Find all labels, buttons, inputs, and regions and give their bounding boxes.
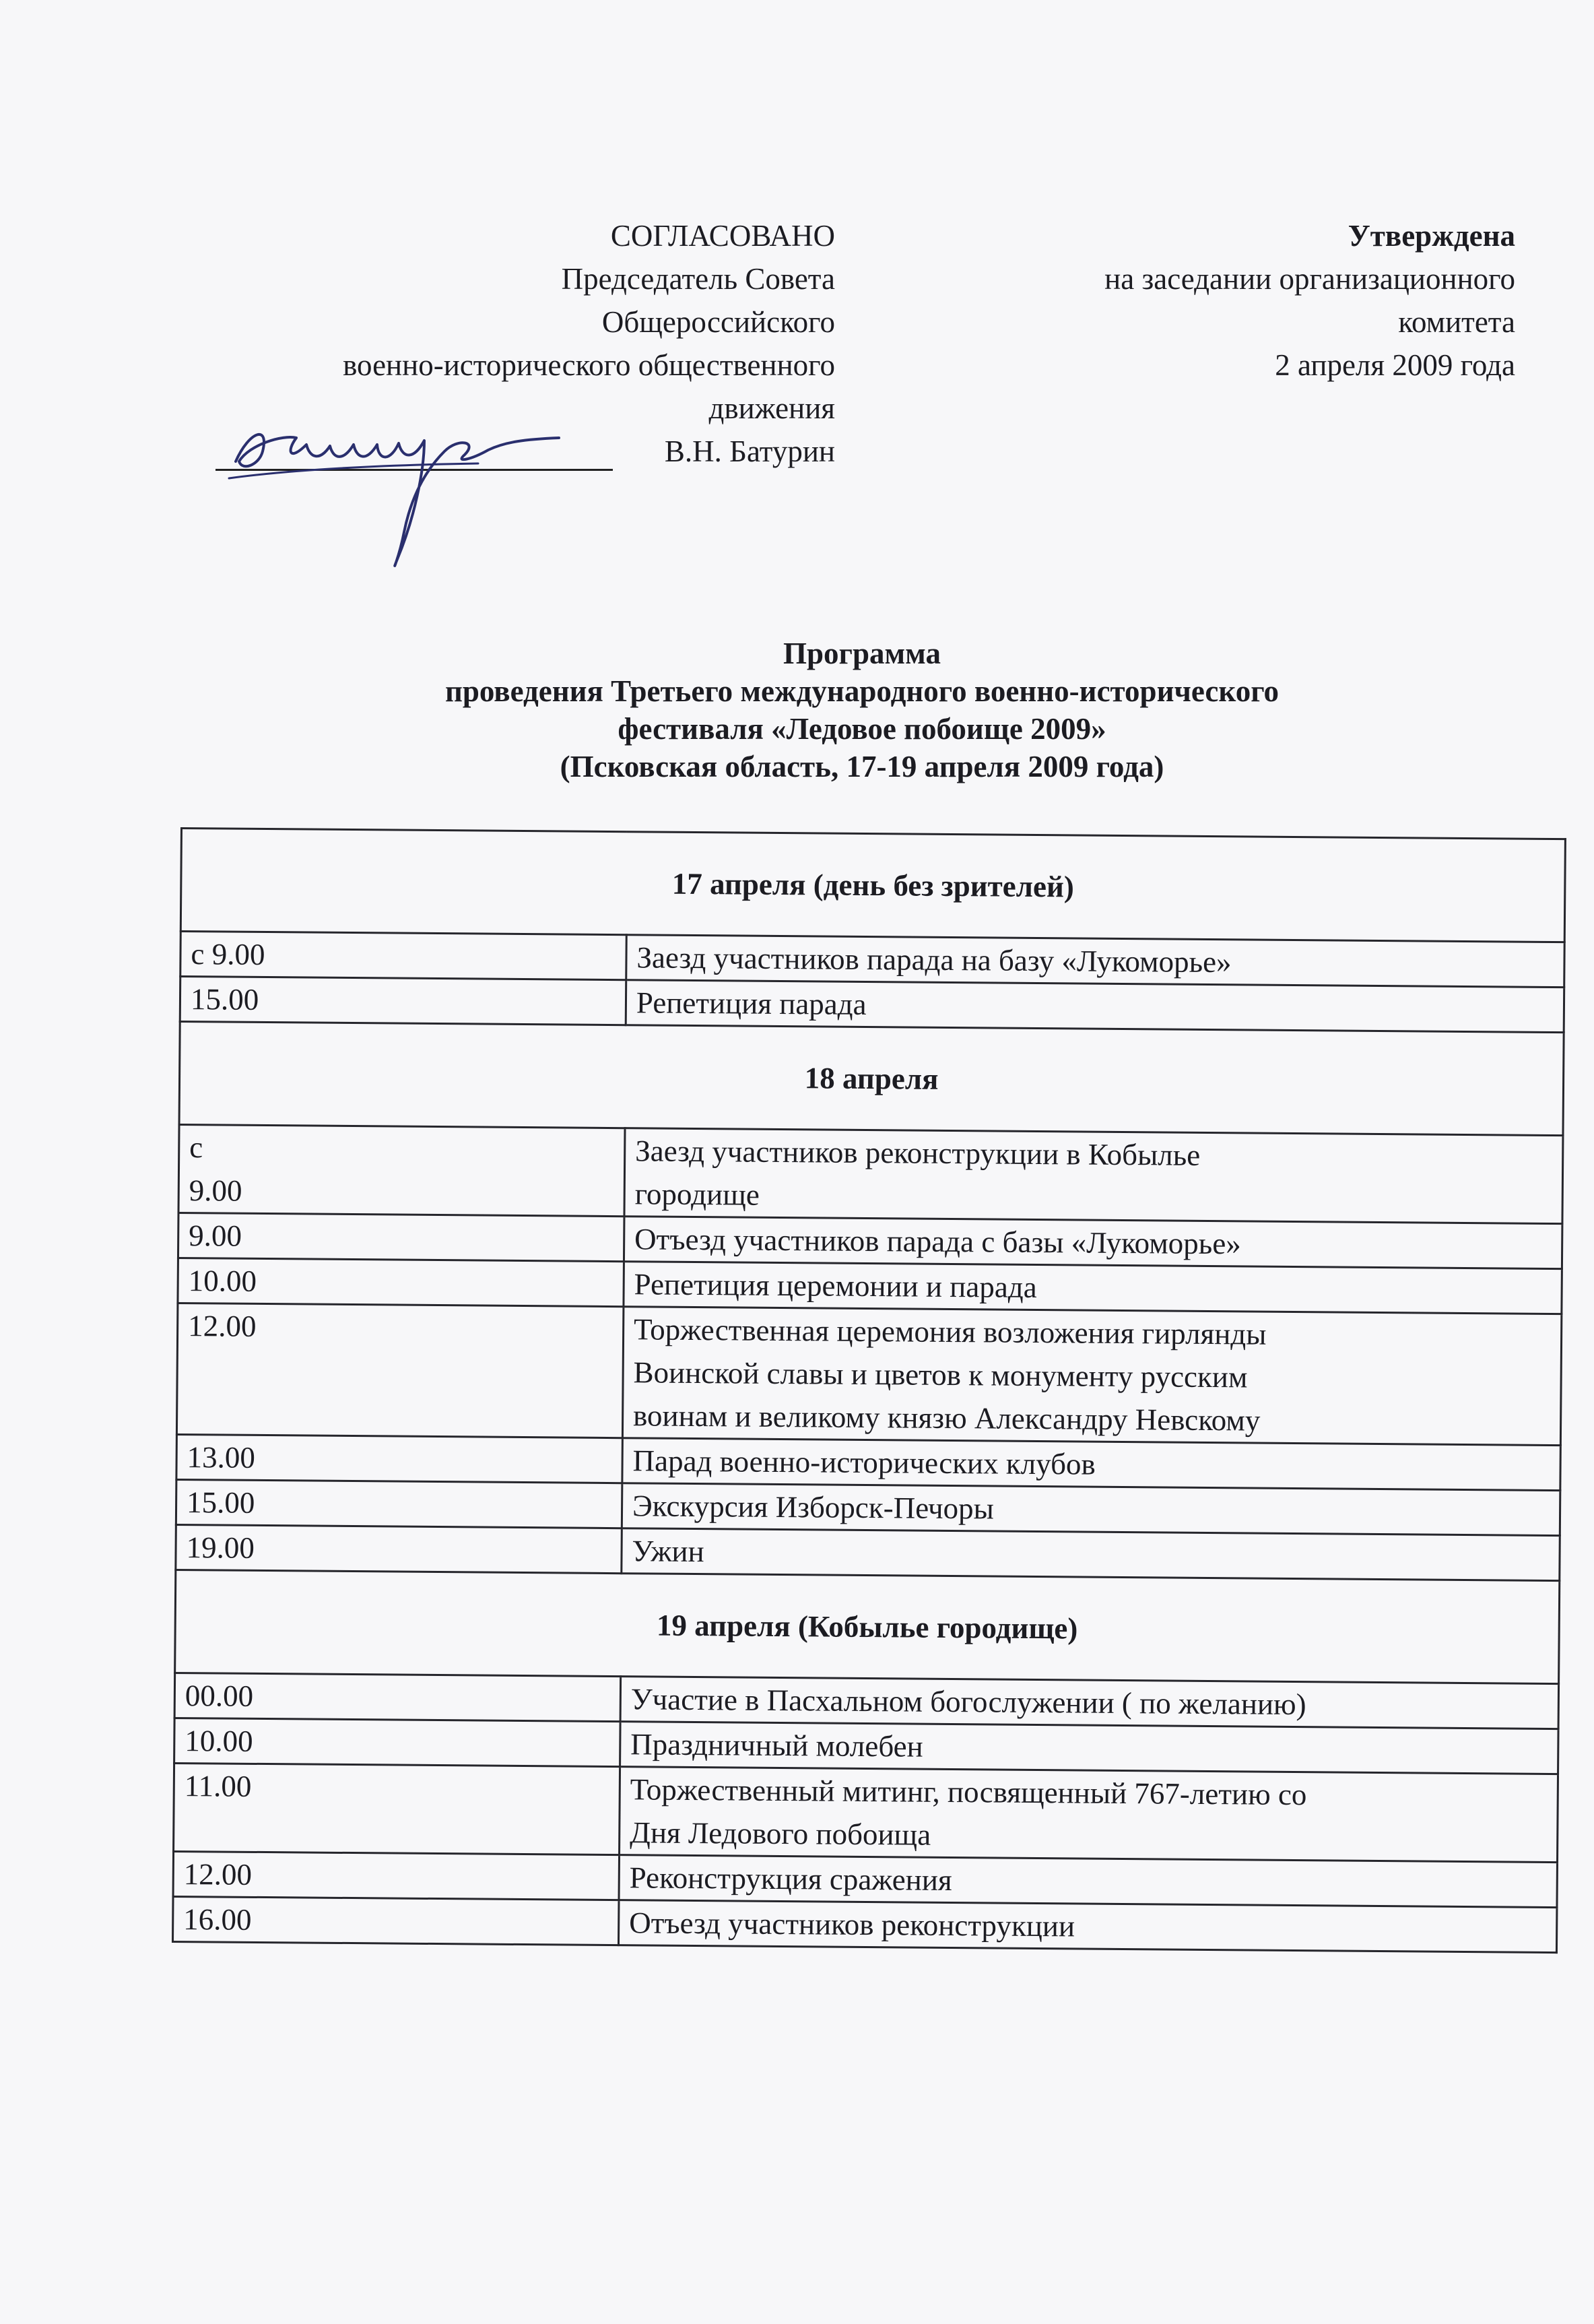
signatory-name: В.Н. Батурин — [664, 434, 835, 468]
event-cell: Репетиция церемонии и парада — [624, 1262, 1562, 1314]
day-header-row — [179, 1022, 1564, 1136]
time-cell: 16.00 — [173, 1896, 619, 1945]
title-line: проведения Третьего международного военно-исторического — [444, 674, 1280, 708]
time-cell: 10.00 — [178, 1258, 624, 1306]
event-cell: Отъезд участников реконструкции — [618, 1900, 1557, 1953]
event-line: воинам и великому князю Александру Невскому — [632, 1398, 1261, 1438]
time-cell: 19.00 — [176, 1524, 622, 1573]
approval-line: движения — [708, 391, 835, 425]
table-row — [176, 1303, 1561, 1445]
handwritten-signature — [222, 397, 572, 600]
program-title — [202, 635, 1522, 785]
event-cell: Заезд участников парада на базу «Лукоморье» — [626, 935, 1565, 988]
confirmation-block — [909, 214, 1515, 387]
time-cell — [178, 1124, 625, 1216]
event-line: городище — [634, 1177, 760, 1212]
day-heading: 18 апреля — [179, 1022, 1564, 1136]
time-cell: 00.00 — [174, 1673, 620, 1721]
title-line: Программа — [783, 637, 941, 670]
confirmation-line: на заседании организационного — [1104, 262, 1515, 296]
time-cell: с 9.00 — [180, 932, 626, 980]
table-row — [174, 1763, 1558, 1862]
time-cell: 15.00 — [176, 1479, 622, 1528]
approval-line: Общероссийского — [601, 305, 835, 339]
program-table — [172, 827, 1566, 1954]
event-line: Торжественная церемония возложения гирлянды — [633, 1312, 1267, 1351]
event-cell — [624, 1128, 1563, 1224]
time-cell: 11.00 — [174, 1763, 620, 1854]
confirmation-date: 2 апреля 2009 года — [1275, 348, 1515, 382]
approval-heading: СОГЛАСОВАНО — [610, 219, 835, 253]
time-cell: 9.00 — [178, 1213, 624, 1261]
event-line: Дня Ледового побоища — [630, 1815, 931, 1852]
time-cell: 12.00 — [173, 1851, 619, 1900]
day-header-row — [180, 829, 1565, 942]
event-cell: Праздничный молебен — [620, 1722, 1559, 1774]
event-cell: Репетиция парада — [626, 980, 1564, 1033]
day-heading: 17 апреля (день без зрителей) — [180, 829, 1565, 942]
approval-line: военно-исторического общественного — [343, 348, 835, 382]
event-line: Торжественный митинг, посвященный 767-летию со — [630, 1772, 1307, 1812]
confirmation-line: комитета — [1398, 305, 1515, 339]
approval-line: Председатель Совета — [561, 262, 835, 296]
event-cell: Реконструкция сражения — [619, 1855, 1558, 1908]
table-row — [178, 1124, 1563, 1223]
time-cell: 15.00 — [180, 977, 626, 1025]
time-cell: 13.00 — [176, 1434, 622, 1483]
time-line: с — [189, 1130, 203, 1165]
event-cell — [619, 1767, 1558, 1863]
time-cell: 12.00 — [176, 1303, 623, 1438]
title-line: фестиваля «Ледовое побоище 2009» — [618, 712, 1106, 746]
event-line: Заезд участников реконструкции в Кобылье — [635, 1134, 1201, 1172]
event-line: Воинской славы и цветов к монументу русским — [633, 1355, 1248, 1394]
day-heading: 19 апреля (Кобылье городище) — [175, 1570, 1560, 1683]
event-cell: Парад военно-исторических клубов — [622, 1438, 1561, 1491]
confirmation-heading: Утверждена — [1348, 219, 1515, 253]
time-cell: 10.00 — [174, 1718, 620, 1766]
event-cell: Экскурсия Изборск-Печоры — [622, 1483, 1560, 1536]
time-line: 9.00 — [189, 1173, 242, 1208]
title-line: (Псковская область, 17-19 апреля 2009 года) — [560, 750, 1164, 783]
event-cell: Отъезд участников парада с базы «Лукоморье» — [624, 1217, 1562, 1269]
event-cell — [622, 1307, 1562, 1446]
event-cell: Ужин — [622, 1528, 1560, 1581]
event-cell: Участие в Пасхальном богослужении ( по желанию) — [620, 1677, 1559, 1729]
day-header-row — [175, 1570, 1560, 1683]
